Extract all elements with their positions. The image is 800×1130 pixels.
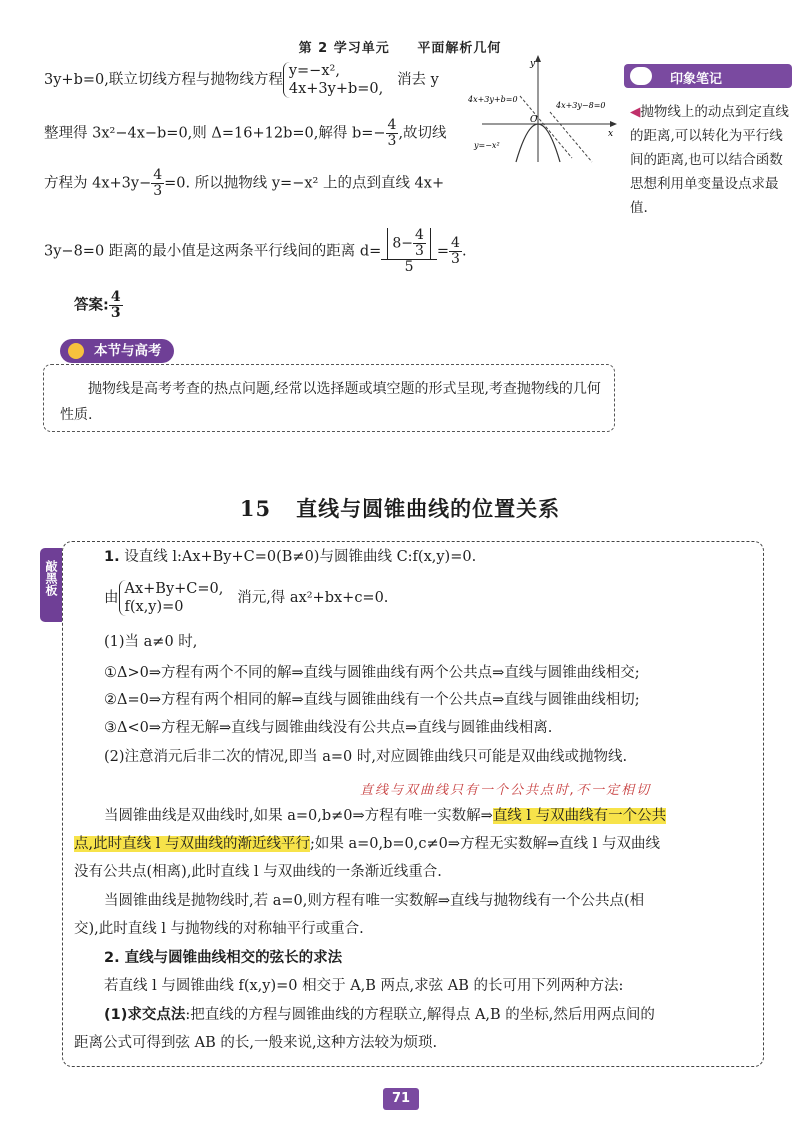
tangent-line-label: 4x+3y+b=0: [468, 95, 518, 104]
equation: Ax+By+C=0,: [124, 581, 224, 597]
case-delta-positive: ①Δ>0⇒方程有两个不同的解⇒直线与圆锥曲线有两个公共点⇒直线与圆锥曲线相交;: [104, 665, 640, 681]
exam-badge-label: 本节与高考: [94, 343, 162, 359]
equation: f(x,y)=0: [124, 599, 184, 615]
hyperbola-line-3: 没有公共点(相离),此时直线 l 与双曲线的一条渐近线重合.: [74, 864, 442, 880]
case-2: (2)注意消元后非二次的情况,即当 a=0 时,对应圆锥曲线只可能是双曲线或抛物线.: [104, 749, 628, 765]
subject-label: 平面解析几何: [417, 41, 502, 56]
numerator: 4: [110, 289, 121, 305]
page-number: 71: [383, 1088, 419, 1110]
exam-badge: [60, 339, 174, 363]
solution-line-4: [44, 228, 467, 275]
denominator: 3: [153, 183, 163, 199]
parabola-line-2: 交),此时直线 l 与抛物线的对称轴平行或重合.: [74, 921, 364, 937]
handwritten-note: 直线与双曲线只有一个公共点时,不一定相切: [360, 783, 652, 798]
notes-text: [630, 100, 790, 220]
method-label: (1)求交点法: [104, 1007, 186, 1023]
point-text: 设直线 l:Ax+By+C=0(B≠0)与圆锥曲线 C:f(x,y)=0.: [124, 549, 477, 565]
solution-text: 消去 y: [397, 72, 439, 88]
fraction: [413, 228, 426, 259]
notes-body: 抛物线上的动点到定直线的距离,可以转化为平行线间的距离,也可以结合函数思想利用单变量设点求最值.: [630, 104, 789, 216]
equation: y=−x²,: [288, 63, 340, 79]
equation-system: [119, 580, 224, 616]
fraction: [386, 118, 399, 149]
elimination-prefix: 由: [104, 590, 119, 606]
method-text: :把直线的方程与圆锥曲线的方程联立,解得点 A,B 的坐标,然后用两点间的: [185, 1007, 655, 1023]
fraction: [151, 168, 164, 199]
method-1-line-1: [104, 1005, 655, 1025]
solution-text: ,故切线: [398, 125, 447, 142]
origin-label: O: [530, 115, 538, 125]
notes-tag-label: 印象笔记: [670, 72, 723, 87]
y-axis-label: y: [530, 59, 536, 69]
numerator: [381, 228, 437, 260]
bulb-icon: [68, 343, 84, 359]
chord-intro: 若直线 l 与圆锥曲线 f(x,y)=0 相交于 A,B 两点,求弦 AB 的长可用下列两种方法:: [104, 978, 624, 994]
fraction: [449, 236, 462, 267]
solution-line-3: [44, 168, 444, 199]
case-1: (1)当 a≠0 时,: [104, 634, 198, 650]
numerator: 4: [387, 117, 397, 133]
y-axis-arrow: [535, 55, 541, 62]
parabola-line-1: 当圆锥曲线是抛物线时,若 a=0,则方程有唯一实数解⇒直线与抛物线有一个公共点(相: [104, 893, 645, 909]
numerator: 4: [451, 235, 460, 251]
denominator: 3: [110, 305, 121, 321]
hyperbola-line-2: [74, 834, 660, 854]
hyperbola-text: 当圆锥曲线是双曲线时,如果 a=0,b≠0⇒方程有唯一实数解⇒: [104, 808, 493, 824]
solution-text: 3y−8=0 距离的最小值是这两条平行线间的距离 d=: [44, 243, 382, 260]
solution-text: 3y+b=0,联立切线方程与抛物线方程: [44, 72, 283, 88]
solution-line-2: [44, 118, 447, 149]
section-title-text: 直线与圆锥曲线的位置关系: [296, 496, 561, 521]
triangle-icon: ◀: [630, 104, 641, 120]
parabola-graph: [468, 52, 618, 164]
answer-label: 答案:: [74, 297, 109, 314]
section-number: 15: [239, 496, 272, 521]
unit-label: 第 2 学习单元: [298, 41, 390, 56]
numerator: 4: [414, 227, 424, 243]
method-1-line-2: 距离公式可得到弦 AB 的长,一般来说,这种方法较为烦琐.: [74, 1035, 438, 1051]
point-2-heading: 2. 直线与圆锥曲线相交的弦长的求法: [104, 950, 343, 966]
highlighted-text: 点,此时直线 l 与双曲线的渐近线平行: [74, 836, 310, 852]
x-axis-label: x: [608, 129, 614, 139]
solution-text: 整理得 3x²−4x−b=0,则 Δ=16+12b=0,解得 b=−: [44, 125, 386, 142]
case-delta-negative: ③Δ<0⇒方程无解⇒直线与圆锥曲线没有公共点⇒直线与圆锥曲线相离.: [104, 720, 553, 736]
fraction: [109, 290, 123, 321]
numerator-text: 8−: [392, 235, 413, 252]
notes-tag: [624, 64, 792, 88]
denominator: 5: [404, 259, 414, 275]
denominator: 3: [451, 251, 460, 267]
denominator: 3: [414, 243, 424, 259]
denominator: 3: [387, 133, 397, 149]
elimination-result: 消元,得 ax²+bx+c=0.: [237, 590, 389, 606]
highlighted-text: 直线 l 与双曲线有一个公共: [492, 808, 667, 824]
curve-label: y=−x²: [474, 141, 500, 150]
distance-fraction: [381, 228, 437, 275]
point-number: 1.: [104, 549, 120, 565]
answer: [74, 290, 123, 321]
target-line: [550, 112, 592, 162]
side-tab-label: 敲黑板: [44, 560, 58, 596]
side-tab: [40, 548, 62, 622]
numerator: 4: [153, 167, 163, 183]
solution-line-1: [44, 62, 439, 98]
hyperbola-text: ;如果 a=0,b=0,c≠0⇒方程无实数解⇒直线 l 与双曲线: [309, 836, 661, 852]
section-title: [0, 493, 800, 523]
elephant-icon: [630, 67, 652, 85]
equals: =: [436, 243, 450, 260]
elimination-line: [104, 580, 388, 616]
exam-text: 抛物线是高考考查的热点问题,经常以选择题或填空题的形式呈现,考查抛物线的几何性质.: [60, 381, 601, 423]
x-axis-arrow: [610, 121, 617, 127]
equation: 4x+3y+b=0,: [288, 81, 384, 97]
point-1: [104, 547, 476, 567]
equation-system: [283, 62, 383, 98]
page-header: [0, 37, 800, 56]
period: .: [461, 243, 467, 260]
solution-text: 方程为 4x+3y−: [44, 175, 152, 192]
hyperbola-line-1: [104, 806, 666, 826]
case-delta-zero: ②Δ=0⇒方程有两个相同的解⇒直线与圆锥曲线有一个公共点⇒直线与圆锥曲线相切;: [104, 692, 640, 708]
solution-text: =0. 所以抛物线 y=−x² 上的点到直线 4x+: [164, 175, 445, 192]
target-line-label: 4x+3y−8=0: [556, 101, 606, 110]
